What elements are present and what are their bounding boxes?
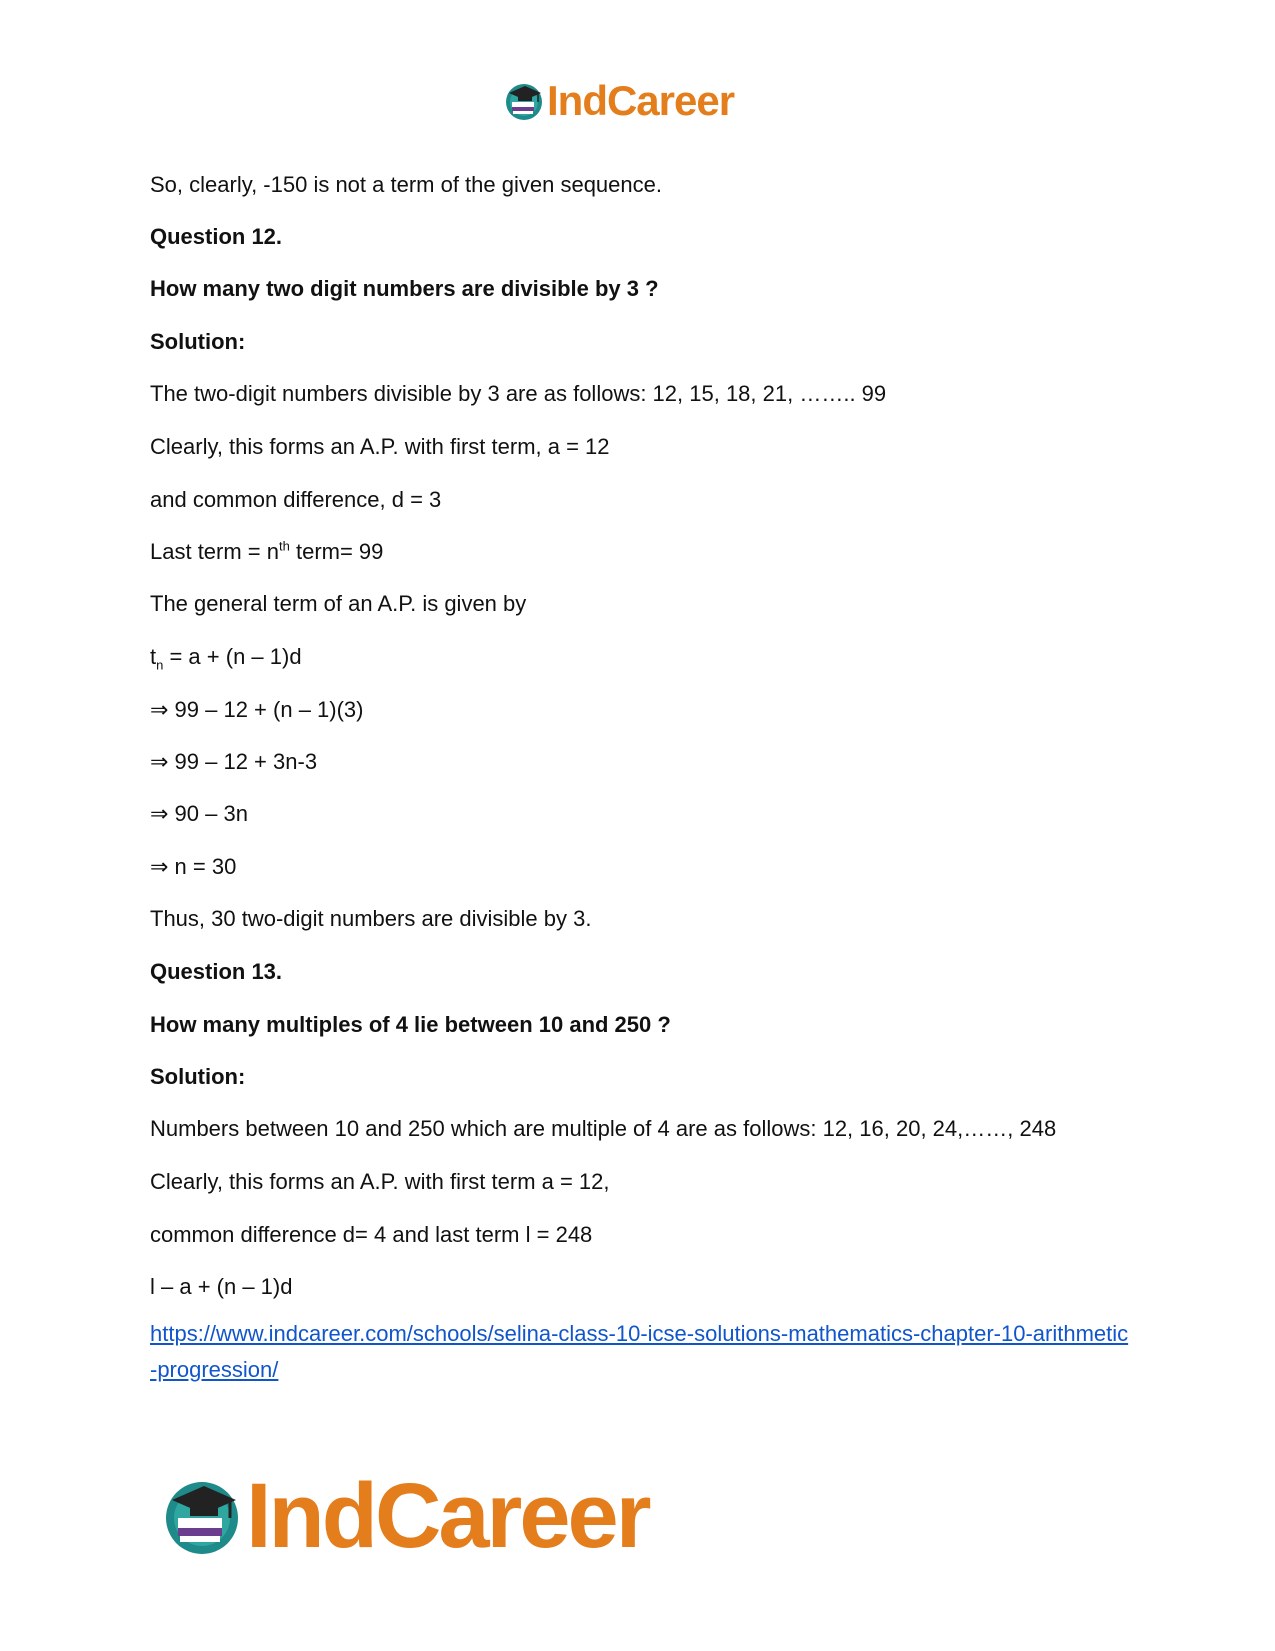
formula-line: ⇒ 99 – 12 + (n – 1)(3)	[150, 697, 364, 722]
question-12-title: Question 12.	[150, 224, 283, 249]
question-12-text: How many two digit numbers are divisible by 3 ?	[150, 276, 659, 301]
question-13-text: How many multiples of 4 lie between 10 and 250 ?	[150, 1012, 671, 1037]
graduation-book-icon	[503, 80, 545, 122]
logo-wordmark: IndCareer	[547, 77, 735, 124]
text-fragment: Last term = n	[150, 539, 280, 564]
footer-logo	[160, 1465, 649, 1567]
text-line	[150, 539, 383, 565]
text-fragment: = a + (n – 1)d	[163, 644, 302, 669]
header-logo	[503, 77, 735, 124]
superscript: th	[279, 538, 290, 554]
question-13-title: Question 13.	[150, 959, 283, 984]
text-fragment: term= 99	[289, 539, 384, 564]
formula-line: l – a + (n – 1)d	[150, 1274, 293, 1299]
formula-line: ⇒ 90 – 3n	[150, 801, 248, 826]
solution-label: Solution:	[150, 1064, 246, 1089]
formula-line	[150, 644, 302, 673]
source-link[interactable]: https://www.indcareer.com/schools/selina-class-10-icse-solutions-mathematics-chapter-10-arithmetic-progression/	[150, 1321, 1129, 1382]
text-fragment: t	[150, 644, 157, 669]
text-line: Clearly, this forms an A.P. with first term, a = 12	[150, 434, 610, 459]
logo-wordmark: IndCareer	[246, 1465, 649, 1567]
text-line: common difference d= 4 and last term l = 248	[150, 1222, 593, 1247]
graduation-book-icon	[160, 1474, 244, 1558]
text-line: Thus, 30 two-digit numbers are divisible by 3.	[150, 906, 592, 931]
text-line: Numbers between 10 and 250 which are multiple of 4 are as follows: 12, 16, 20, 24,……, 248	[150, 1116, 1057, 1141]
text-line: Clearly, this forms an A.P. with first term a = 12,	[150, 1169, 610, 1194]
text-line: So, clearly, -150 is not a term of the given sequence.	[150, 172, 662, 197]
formula-line: ⇒ n = 30	[150, 854, 237, 879]
solution-label: Solution:	[150, 329, 246, 354]
text-line: The general term of an A.P. is given by	[150, 591, 527, 616]
formula-line: ⇒ 99 – 12 + 3n-3	[150, 749, 318, 774]
subscript: n	[156, 657, 164, 673]
text-line: and common difference, d = 3	[150, 487, 442, 512]
text-line: The two-digit numbers divisible by 3 are as follows: 12, 15, 18, 21, …….. 99	[150, 381, 887, 406]
